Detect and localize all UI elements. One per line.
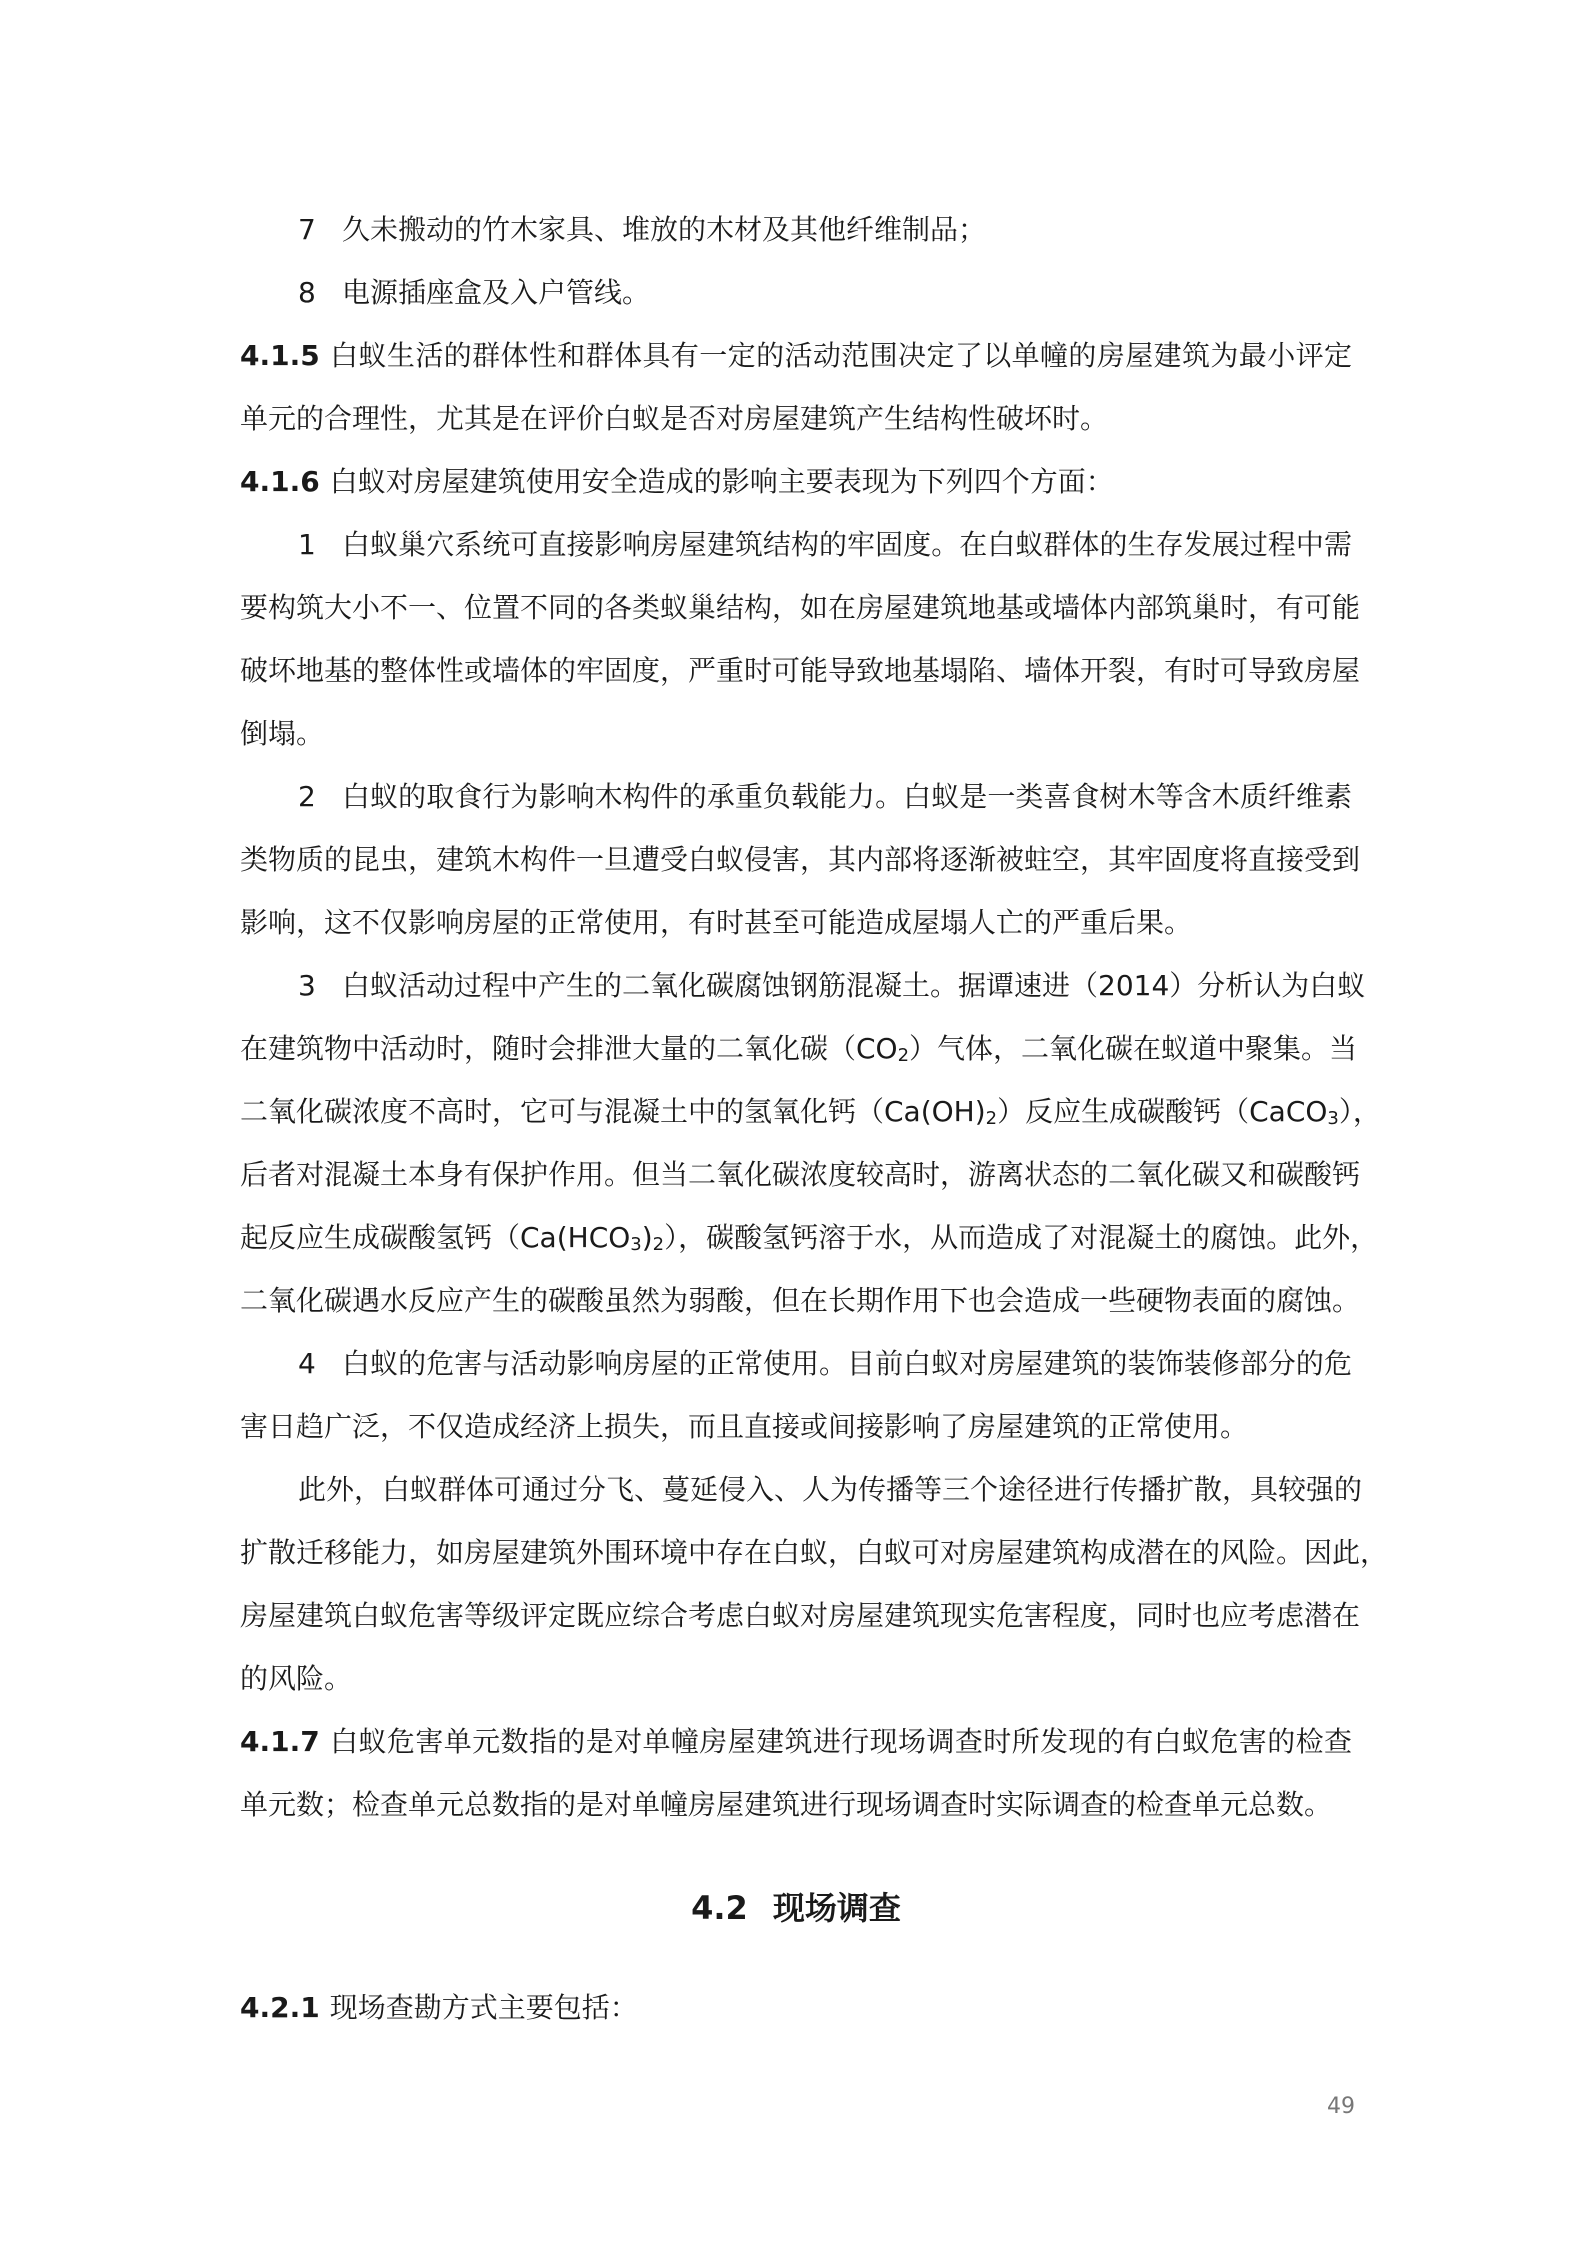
item-3-line: 后者对混凝土本身有保护作用。但当二氧化碳浓度较高时，游离状态的二氧化碳又和碳酸钙 [240,1158,1361,1191]
clause-text: 白蚁对房屋建筑使用安全造成的影响主要表现为下列四个方面： [329,465,1114,498]
clause-number: 4.2.1 [240,1991,320,2024]
item-3-line [240,1206,1379,1269]
list-item [240,198,1352,261]
item-1-line: 破坏地基的整体性或墙体的牢固度，严重时可能导致地基塌陷、墙体开裂，有时可导致房屋 [240,654,1361,687]
list-item-number: 8 [298,276,316,309]
item-text: 白蚁活动过程中产生的二氧化碳腐蚀钢筋混凝土。据谭速进（2014）分析认为白蚁 [342,969,1366,1002]
clause-text: 现场查勘方式主要包括： [329,1991,638,2024]
text-run: ），碳酸氢钙溶于水，从而造成了对混凝土的腐蚀。此外， [664,1221,1379,1254]
item-text: 白蚁巢穴系统可直接影响房屋建筑结构的牢固度。在白蚁群体的生存发展过程中需 [342,528,1352,561]
list-item-text: 久未搬动的竹木家具、堆放的木材及其他纤维制品； [342,213,987,246]
item-4-line: 害日趋广泛，不仅造成经济上损失，而且直接或间接影响了房屋建筑的正常使用。 [240,1410,1249,1443]
section-heading [240,1878,1352,1938]
item-1-line: 倒塌。 [240,717,325,750]
section-title: 现场调查 [772,1889,901,1927]
additional-paragraph-line: 房屋建筑白蚁危害等级评定既应综合考虑白蚁对房屋建筑现实危害程度，同时也应考虑潜在 [240,1599,1361,1632]
additional-paragraph-line: 扩散迁移能力，如房屋建筑外围环境中存在白蚁，白蚁可对房屋建筑构成潜在的风险。因此， [240,1536,1389,1569]
page-content [240,198,1389,2039]
text-run: ）气体，二氧化碳在蚁道中聚集。当 [909,1032,1358,1065]
subscript: 2 [897,1045,910,1066]
clause-number: 4.1.5 [240,339,320,372]
page-number: 49 [1327,2094,1355,2119]
clause-4-1-7-line [240,1710,1352,1773]
additional-paragraph-line: 的风险。 [240,1662,353,1695]
text-run: 起反应生成碳酸氢钙（Ca(HCO [240,1221,631,1254]
item-3-line [240,1080,1381,1143]
clause-4-1-7-line: 单元数；检查单元总数指的是对单幢房屋建筑进行现场调查时实际调查的检查单元总数。 [240,1788,1333,1821]
item-2-line [240,765,1352,828]
clause-4-1-5-line [240,324,1352,387]
item-number: 4 [298,1347,316,1380]
item-1-line [240,513,1352,576]
clause-text: 白蚁危害单元数指的是对单幢房屋建筑进行现场调查时所发现的有白蚁危害的检查 [329,1725,1352,1758]
item-text: 白蚁的危害与活动影响房屋的正常使用。目前白蚁对房屋建筑的装饰装修部分的危 [342,1347,1352,1380]
clause-number: 4.1.7 [240,1725,320,1758]
item-number: 3 [298,969,316,1002]
item-3-line [240,954,1366,1017]
clause-4-2-1-line [240,1976,1352,2039]
clause-text: 白蚁生活的群体性和群体具有一定的活动范围决定了以单幢的房屋建筑为最小评定 [329,339,1352,372]
list-item-number: 7 [298,213,316,246]
text-run: 二氧化碳浓度不高时，它可与混凝土中的氢氧化钙（Ca(OH) [240,1095,986,1128]
clause-number: 4.1.6 [240,465,320,498]
additional-paragraph-line: 此外，白蚁群体可通过分飞、蔓延侵入、人为传播等三个途径进行传播扩散，具较强的 [298,1473,1363,1506]
text-run: 在建筑物中活动时，随时会排泄大量的二氧化碳（CO [240,1032,898,1065]
item-number: 2 [298,780,316,813]
item-number: 1 [298,528,316,561]
item-3-line: 二氧化碳遇水反应产生的碳酸虽然为弱酸，但在长期作用下也会造成一些硬物表面的腐蚀。 [240,1284,1361,1317]
subscript: 2 [652,1234,665,1255]
text-run: ）反应生成碳酸钙（CaCO [997,1095,1328,1128]
item-3-line [240,1017,1358,1080]
item-2-line: 类物质的昆虫，建筑木构件一旦遭受白蚁侵害，其内部将逐渐被蛀空，其牢固度将直接受到 [240,843,1361,876]
list-item-text: 电源插座盒及入户管线。 [342,276,651,309]
subscript: 3 [630,1234,642,1255]
clause-4-1-5-line: 单元的合理性，尤其是在评价白蚁是否对房屋建筑产生结构性破坏时。 [240,402,1109,435]
subscript: 3 [1327,1108,1339,1129]
section-number: 4.2 [691,1889,748,1927]
text-run: ）， [1338,1095,1381,1128]
item-text: 白蚁的取食行为影响木构件的承重负载能力。白蚁是一类喜食树木等含木质纤维素 [342,780,1352,813]
list-item [240,261,1352,324]
clause-4-1-6-line [240,450,1352,513]
text-run: ) [641,1221,653,1254]
item-2-line: 影响，这不仅影响房屋的正常使用，有时甚至可能造成屋塌人亡的严重后果。 [240,906,1193,939]
item-4-line [240,1332,1352,1395]
item-1-line: 要构筑大小不一、位置不同的各类蚁巢结构，如在房屋建筑地基或墙体内部筑巢时，有可能 [240,591,1361,624]
subscript: 2 [985,1108,998,1129]
